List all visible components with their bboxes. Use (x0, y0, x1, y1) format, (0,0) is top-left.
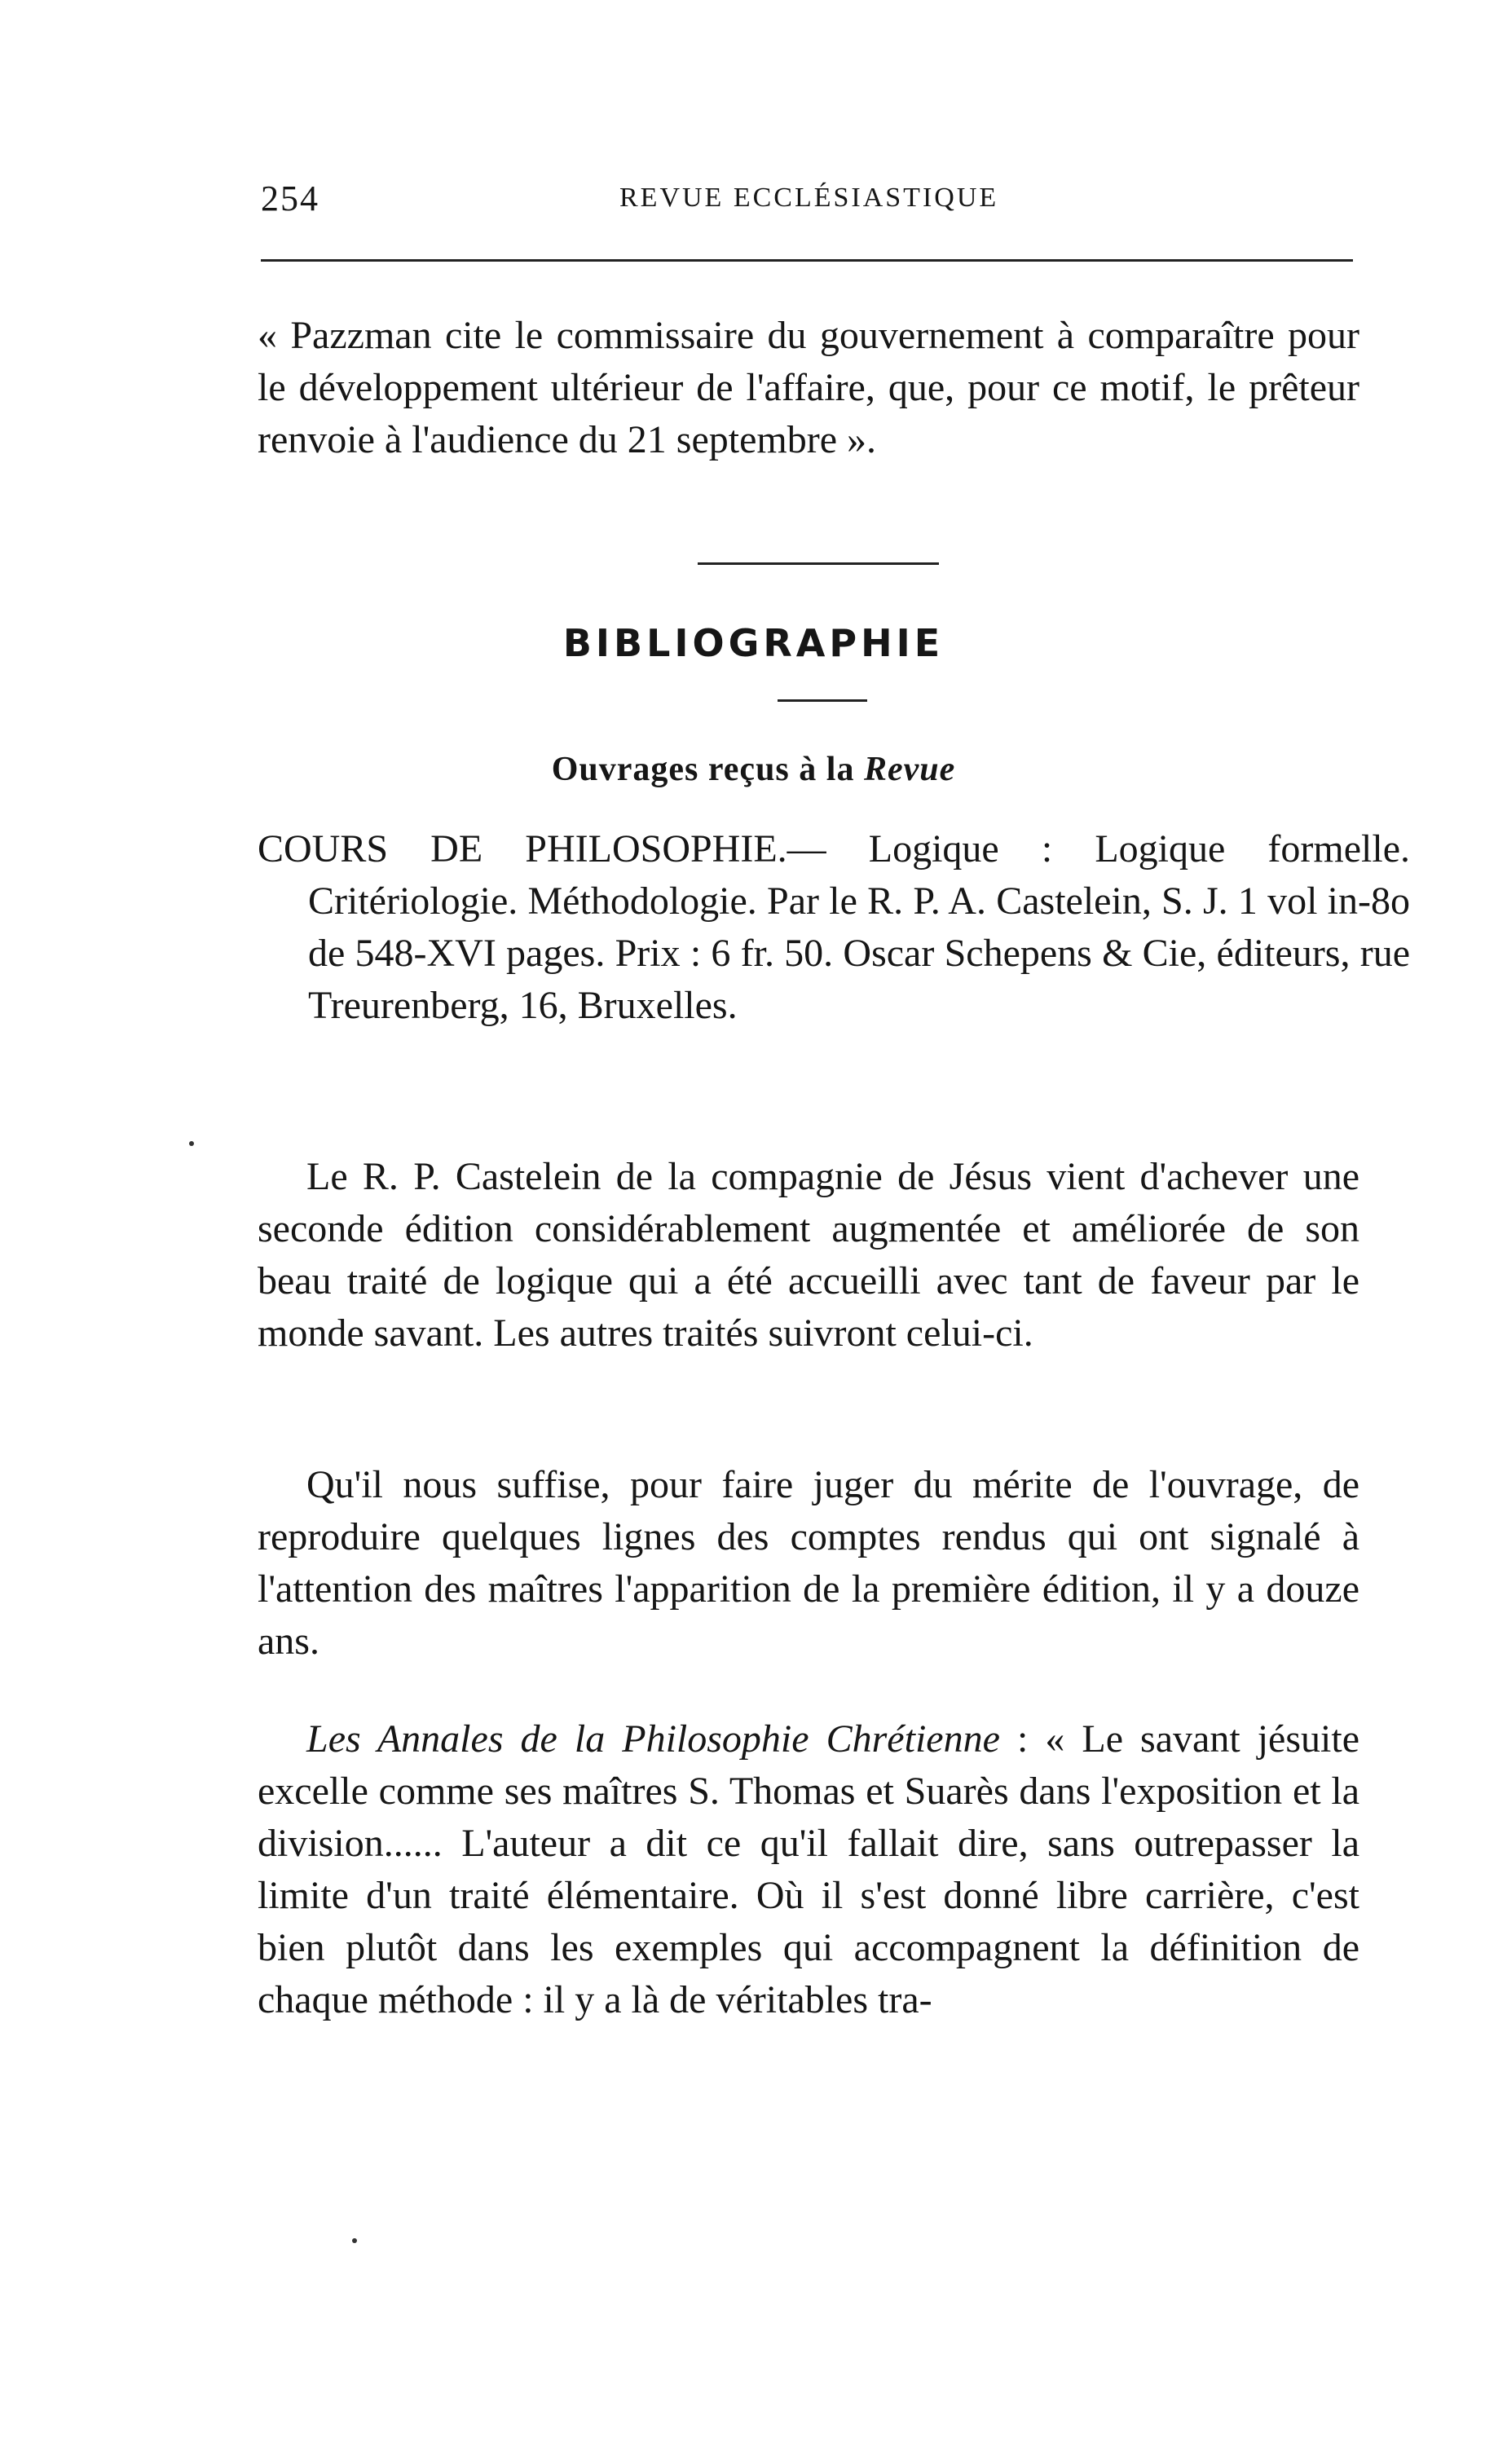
paragraph-annales-quote (258, 1713, 1359, 2026)
running-title: REVUE ECCLÉSIASTIQUE (619, 183, 999, 213)
annales-quote-text: : « Le savant jésuite excelle comme ses maîtres S. Thomas et Suarès dans l'exposition et la division...... L'auteur a dit ce qu'il fallait dire, sans outrepasser la limite d'un traité élémentaire. Où il s'est donné libre carrière, c'est bien plutôt dans les exemples qui accompagnent la définition de chaque méthode : il y a là de véritables tra- (258, 1717, 1360, 2021)
section-subheading (0, 750, 1507, 789)
journal-title: Les Annales de la Philosophie Chrétienne (306, 1717, 1000, 1761)
ink-speck (352, 2238, 357, 2243)
section-divider (698, 562, 939, 565)
quote-block: « Pazzman cite le commissaire du gouvernement à comparaître pour le développement ultérieur de l'affaire, que, pour ce motif, le prêteur renvoie à l'audience du 21 septembre ». (258, 314, 1359, 461)
heading-underline (778, 699, 867, 702)
subheading-journal-title: Revue (863, 751, 956, 788)
paragraph-castelein: Le R. P. Castelein de la compagnie de Jésus vient d'achever une seconde édition considérablement augmentée et améliorée de son beau traité de logique qui a été accueilli avec tant de faveur par le monde savant. Les autres traités suivront celui-ci. (258, 1155, 1359, 1355)
paragraph-reviews: Qu'il nous suffise, pour faire juger du mérite de l'ouvrage, de reproduire quelques lignes des comptes rendus qui ont signalé à l'attention des maîtres l'apparition de la première édition, il y a douze ans. (258, 1463, 1359, 1663)
bibliography-entry: COURS DE PHILOSOPHIE.— Logique : Logique formelle. Critériologie. Méthodologie. Par le R. P. A. Castelein, S. J. 1 vol in-8o de 548-XVI pages. Prix : 6 fr. 50. Oscar Schepens & Cie, éditeurs, rue Treurenberg, 16, Bruxelles. (258, 827, 1410, 1027)
page-header (261, 178, 1353, 227)
ink-speck (189, 1141, 194, 1146)
page-number: 254 (261, 179, 319, 218)
subheading-prefix: Ouvrages reçus à la (551, 751, 864, 788)
header-rule (261, 259, 1353, 262)
section-heading: BIBLIOGRAPHIE (562, 621, 945, 665)
